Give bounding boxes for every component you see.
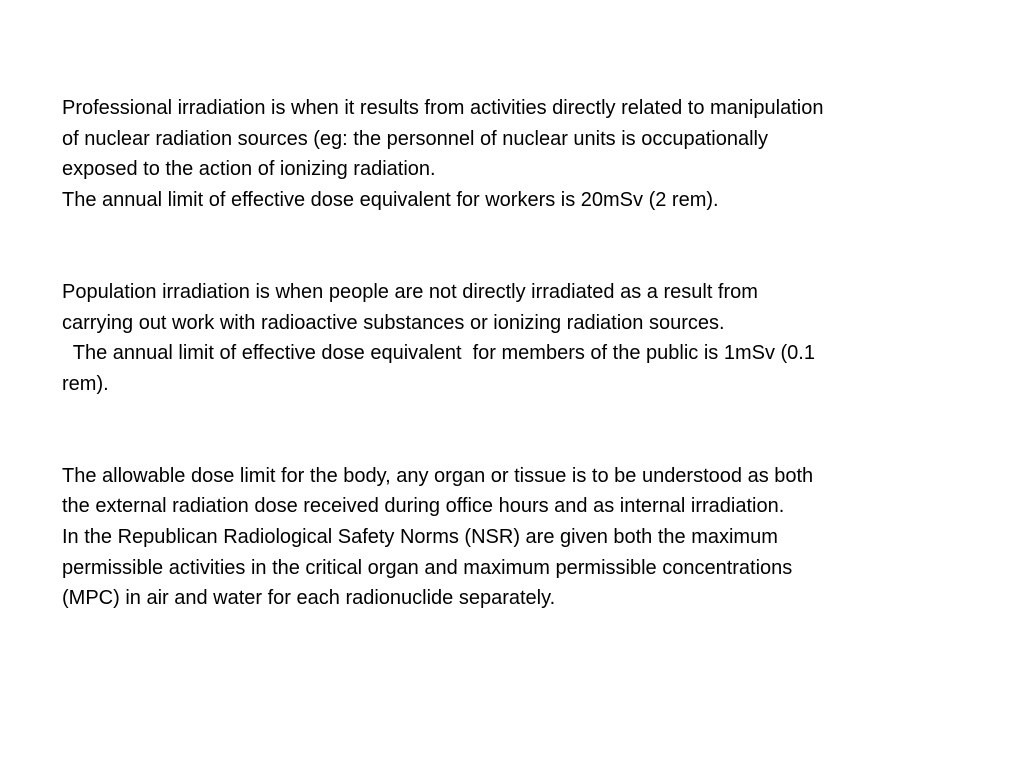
text-line: Professional irradiation is when it results from activities directly related to manipulation <box>62 97 824 119</box>
text-line: Population irradiation is when people are not directly irradiated as a result from <box>62 280 758 303</box>
paragraph-spacer <box>62 400 982 461</box>
text-line: the external radiation dose received during office hours and as internal irradiation. <box>62 495 785 518</box>
paragraph-allowable-dose-limit <box>62 461 982 615</box>
paragraph-spacer <box>62 216 982 277</box>
text-line: The annual limit of effective dose equivalent for members of the public is 1mSv (0.1 <box>62 342 815 365</box>
text-line: carrying out work with radioactive substances or ionizing radiation sources. <box>62 311 725 334</box>
text-line: (MPC) in air and water for each radionuclide separately. <box>62 587 556 610</box>
text-line: exposed to the action of ionizing radiation. <box>62 158 436 181</box>
text-line: The annual limit of effective dose equivalent for workers is 20mSv (2 rem). <box>62 189 719 212</box>
text-line: rem). <box>62 372 109 395</box>
paragraph-professional-irradiation <box>62 93 982 216</box>
text-line: permissible activities in the critical organ and maximum permissible concentrations <box>62 556 793 579</box>
text-line: of nuclear radiation sources (eg: the personnel of nuclear units is occupationally <box>62 127 768 150</box>
slide-body <box>62 93 982 614</box>
text-line: The allowable dose limit for the body, any organ or tissue is to be understood as both <box>62 464 814 487</box>
text-line: In the Republican Radiological Safety Norms (NSR) are given both the maximum <box>62 526 778 549</box>
paragraph-population-irradiation <box>62 277 982 400</box>
